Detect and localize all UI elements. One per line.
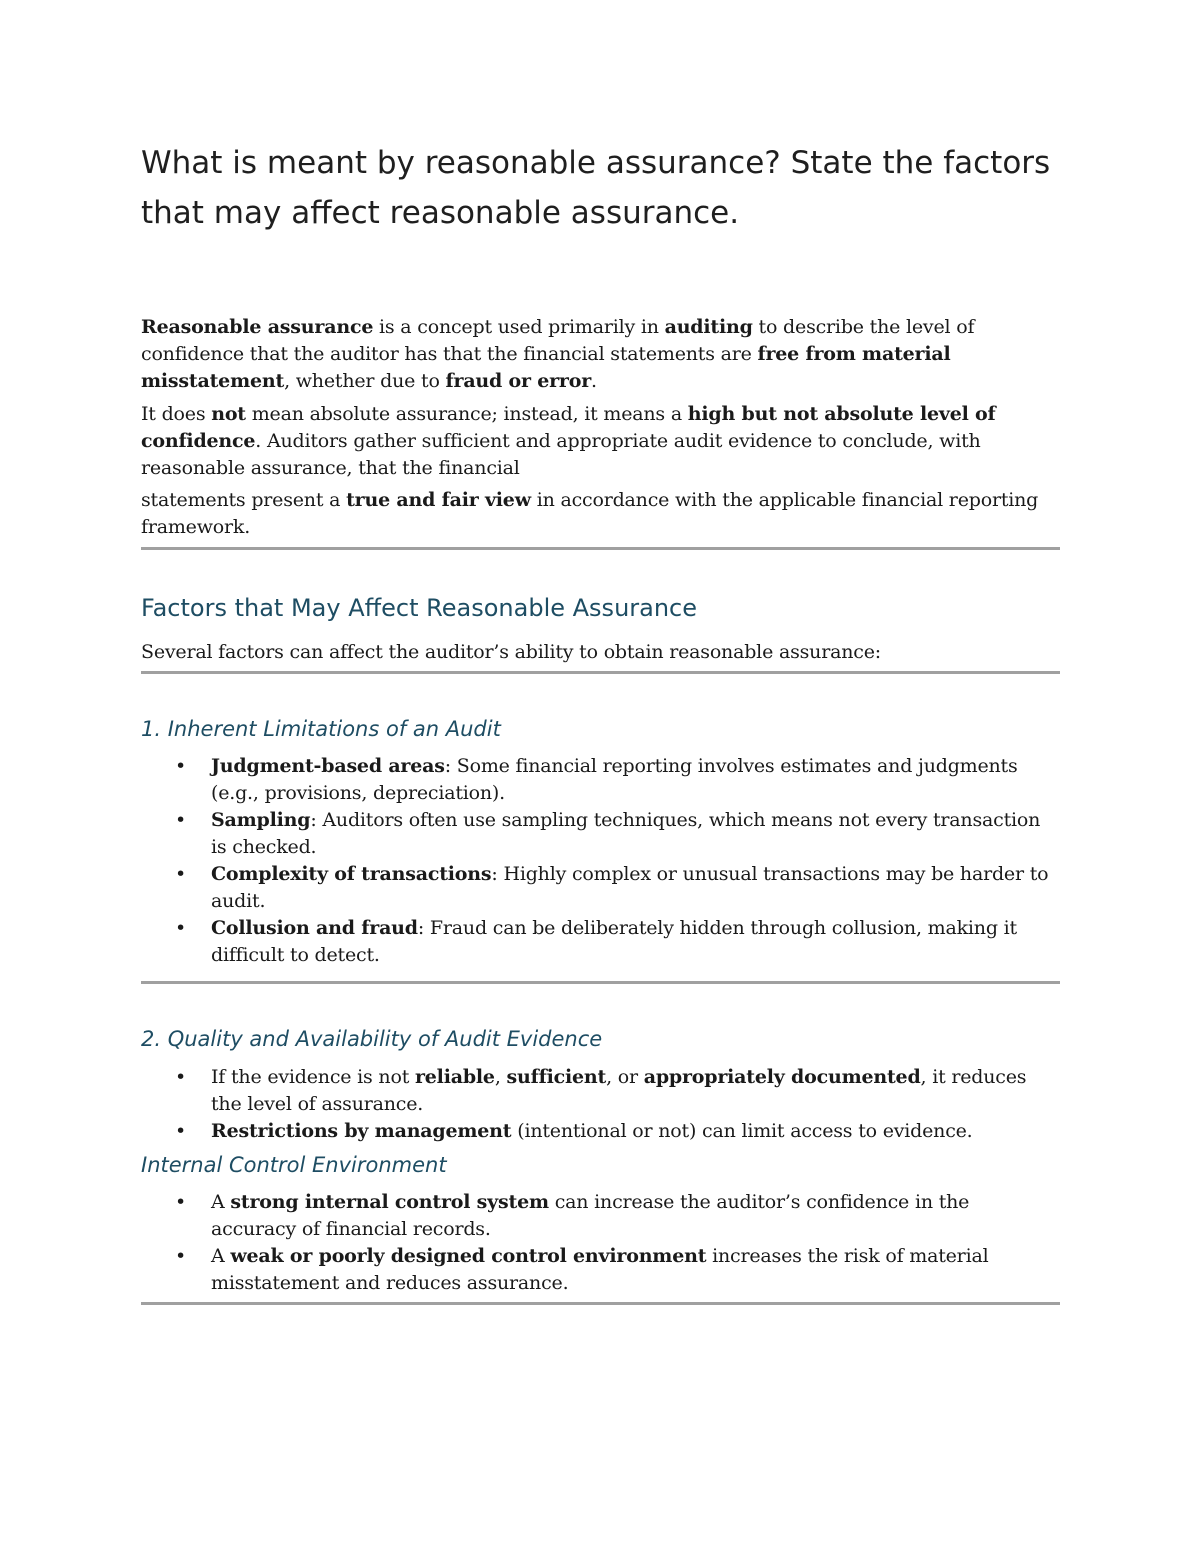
list-item [141,1243,1060,1297]
bold-term: Judgment-based areas [211,755,445,777]
bold-term: high but not absolute level of confidence [141,403,996,452]
factors-heading: Factors that May Affect Reasonable Assurance [141,594,698,622]
text: mean absolute assurance; instead, it means a [245,403,688,425]
bold-term: Sampling [211,809,311,831]
intro-paragraph-1 [141,314,1041,395]
list-item [141,1189,1060,1243]
section-2-heading: 2. Quality and Availability of Audit Evidence [141,1027,603,1051]
divider [141,671,1060,674]
divider [141,981,1060,984]
text: : Some financial reporting involves estimates and judgments (e.g., provisions, depreciation). [211,755,1018,804]
text: . [591,370,597,392]
bold-term: auditing [664,316,753,338]
divider [141,547,1060,550]
section-2-list [141,1064,1060,1145]
list-item [141,915,1060,969]
text: can increase the auditor’s confidence in the accuracy of financial records. [211,1191,970,1240]
list-item [141,1064,1060,1118]
section-1-heading: 1. Inherent Limitations of an Audit [141,717,501,741]
bold-term: Restrictions by management [211,1120,512,1142]
document-title: What is meant by reasonable assurance? State the factors that may affect reasonable assurance. [141,145,1051,231]
text: is a concept used primarily in [373,316,665,338]
list-item [141,1118,1060,1145]
bullet-icon: • [175,1066,187,1088]
text: A [211,1191,231,1213]
text: in accordance with the applicable financial reporting framework. [141,489,1039,538]
text: . Auditors gather sufficient and appropriate audit evidence to conclude, with reasonable assurance, that the financial [141,430,981,479]
list-item [141,861,1060,915]
bold-term: Complexity of transactions [211,863,492,885]
bold-term: weak or poorly designed control environment [230,1245,707,1267]
text: : Auditors often use sampling techniques, which means not every transaction is checked. [211,809,1041,858]
bold-term: appropriately documented [643,1066,921,1088]
bullet-icon: • [175,1245,187,1267]
section-1-list [141,753,1060,969]
text: , it reduces the level of assurance. [211,1066,1027,1115]
bold-term: Collusion and fraud [211,917,418,939]
intro-paragraph-3 [141,487,1041,541]
bold-term: fraud or error [445,370,592,392]
bold-term: reliable [414,1066,495,1088]
text: A [211,1245,231,1267]
text: , or [606,1066,644,1088]
text: : Fraud can be deliberately hidden through collusion, making it difficult to detect. [211,917,1017,966]
section-3-heading: Internal Control Environment [141,1153,447,1177]
text: It does [141,403,212,425]
list-item [141,807,1060,861]
text: , whether due to [284,370,446,392]
bullet-icon: • [175,1120,187,1142]
bold-term: not [211,403,246,425]
text: If the evidence is not [211,1066,415,1088]
divider [141,1302,1060,1305]
bullet-icon: • [175,1191,187,1213]
section-3-list [141,1189,1060,1297]
text: increases the risk of material misstatement and reduces assurance. [211,1245,989,1294]
bold-term: sufficient [506,1066,607,1088]
bullet-icon: • [175,755,187,777]
text: statements present a [141,489,347,511]
bold-term: Reasonable assurance [141,316,374,338]
bold-term: strong internal control system [230,1191,549,1213]
bullet-icon: • [175,863,187,885]
bullet-icon: • [175,917,187,939]
text: to describe the level of confidence that the auditor has that the financial statements are [141,316,975,365]
bold-term: true and fair view [346,489,531,511]
bold-term: free from material misstatement [141,343,951,392]
bullet-icon: • [175,809,187,831]
intro-paragraph-2 [141,401,1041,482]
list-item [141,753,1060,807]
text: : Highly complex or unusual transactions may be harder to audit. [211,863,1049,912]
factors-lead: Several factors can affect the auditor’s ability to obtain reasonable assurance: [141,641,881,663]
text: (intentional or not) can limit access to evidence. [511,1120,973,1142]
text: , [494,1066,507,1088]
